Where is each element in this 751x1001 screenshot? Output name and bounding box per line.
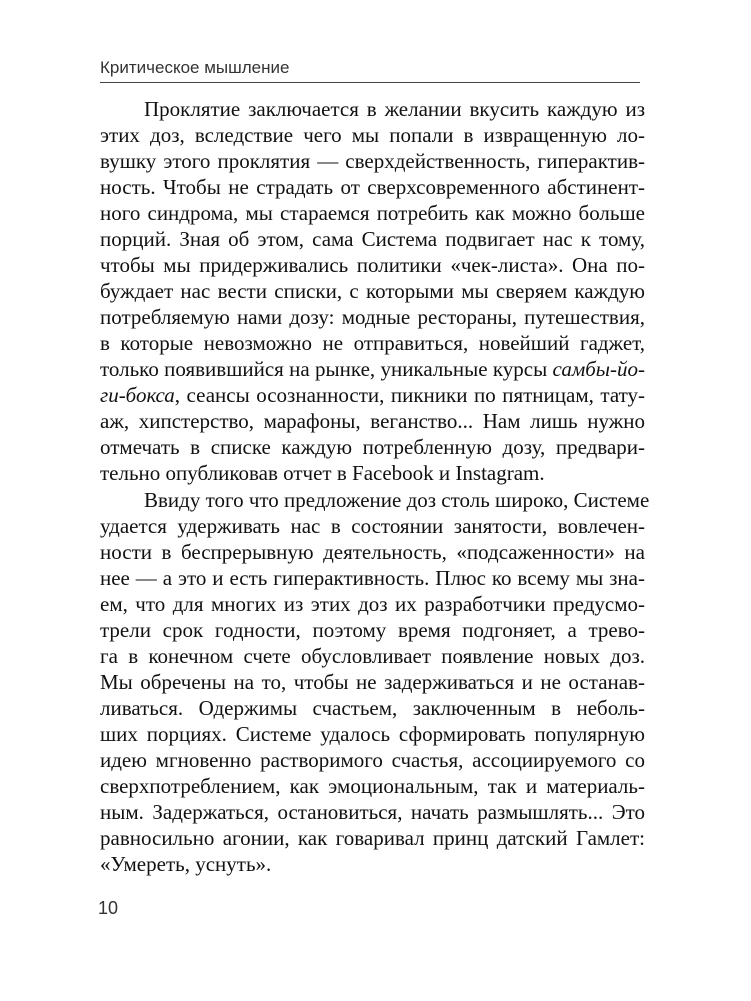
text-line: идею мгновенно растворимого счастья, ассоциируемого со (100, 748, 645, 772)
italic-term: самбы-йо- (552, 357, 645, 381)
text-line: ем, что для многих из этих доз их разработчики предусмо- (100, 592, 645, 616)
text-line: равносильно агонии, как говаривал принц датский Гамлет: (100, 826, 645, 850)
text-line: тельно опубликовав отчет в Facebook и Instagram. (100, 461, 545, 485)
text-line: ного синдрома, мы стараемся потребить как можно больше (100, 201, 645, 225)
text-line: чтобы мы придерживались политики «чек-листа». Она по- (100, 253, 645, 277)
italic-term: ги-бокса (100, 383, 175, 407)
text-line: в которые невозможно не отправиться, новейший гаджет, (100, 331, 645, 355)
page-number: 10 (98, 898, 119, 918)
text-line: аж, хипстерство, марафоны, веганство... Нам лишь нужно (100, 409, 645, 433)
text-line: Проклятие заключается в желании вкусить каждую из (144, 97, 645, 121)
paragraph-1 (100, 96, 645, 486)
text-span: , сеансы осознанности, пикники по пятницам, тату- (174, 383, 645, 407)
text-line: сверхпотреблением, как эмоциональным, так и материаль- (100, 774, 645, 798)
text-line: нее — а это и есть гиперактивность. Плюс ко всему мы зна- (100, 566, 645, 590)
text-line: этих доз, вследствие чего мы попали в извращенную ло- (100, 123, 645, 147)
text-line: ших порциях. Системе удалось сформировать популярную (100, 722, 645, 746)
text-line: ливаться. Одержимы счастьем, заключенным в неболь- (100, 696, 645, 720)
running-header (100, 60, 640, 83)
text-line: Ввиду того что предложение доз столь широко, Системе (144, 488, 650, 512)
text-line: «Умереть, уснуть». (100, 852, 272, 876)
text-line: трели срок годности, поэтому время подгоняет, а трево- (100, 618, 645, 642)
paragraph-2 (100, 487, 650, 877)
text-line: ным. Задержаться, остановиться, начать размышлять... Это (100, 800, 645, 824)
text-line: порций. Зная об этом, сама Система подвигает нас к тому, (100, 227, 645, 251)
text-line: буждает нас вести списки, с которыми мы сверяем каждую (100, 279, 645, 303)
text-line: удается удерживать нас в состоянии занятости, вовлечен- (100, 514, 645, 538)
text-line: ности в беспрерывную деятельность, «подсаженности» на (100, 540, 645, 564)
text-span: только появившийся на рынке, уникальные курсы (100, 357, 553, 381)
text-line: га в конечном счете обусловливает появление новых доз. (100, 644, 645, 668)
text-line: вушку этого проклятия — сверхдейственность, гиперактив- (100, 149, 645, 173)
text-line: потребляемую нами дозу: модные рестораны, путешествия, (100, 305, 645, 329)
text-line (100, 356, 645, 382)
text-line: ность. Чтобы не страдать от сверхсовременного абстинент- (100, 175, 645, 199)
text-line: Мы обречены на то, чтобы не задерживаться и не останав- (100, 670, 645, 694)
running-title: Критическое мышление (100, 58, 290, 77)
text-line: отмечать в списке каждую потребленную дозу, предвари- (100, 435, 645, 459)
page-body (100, 96, 650, 877)
text-line (100, 382, 645, 408)
